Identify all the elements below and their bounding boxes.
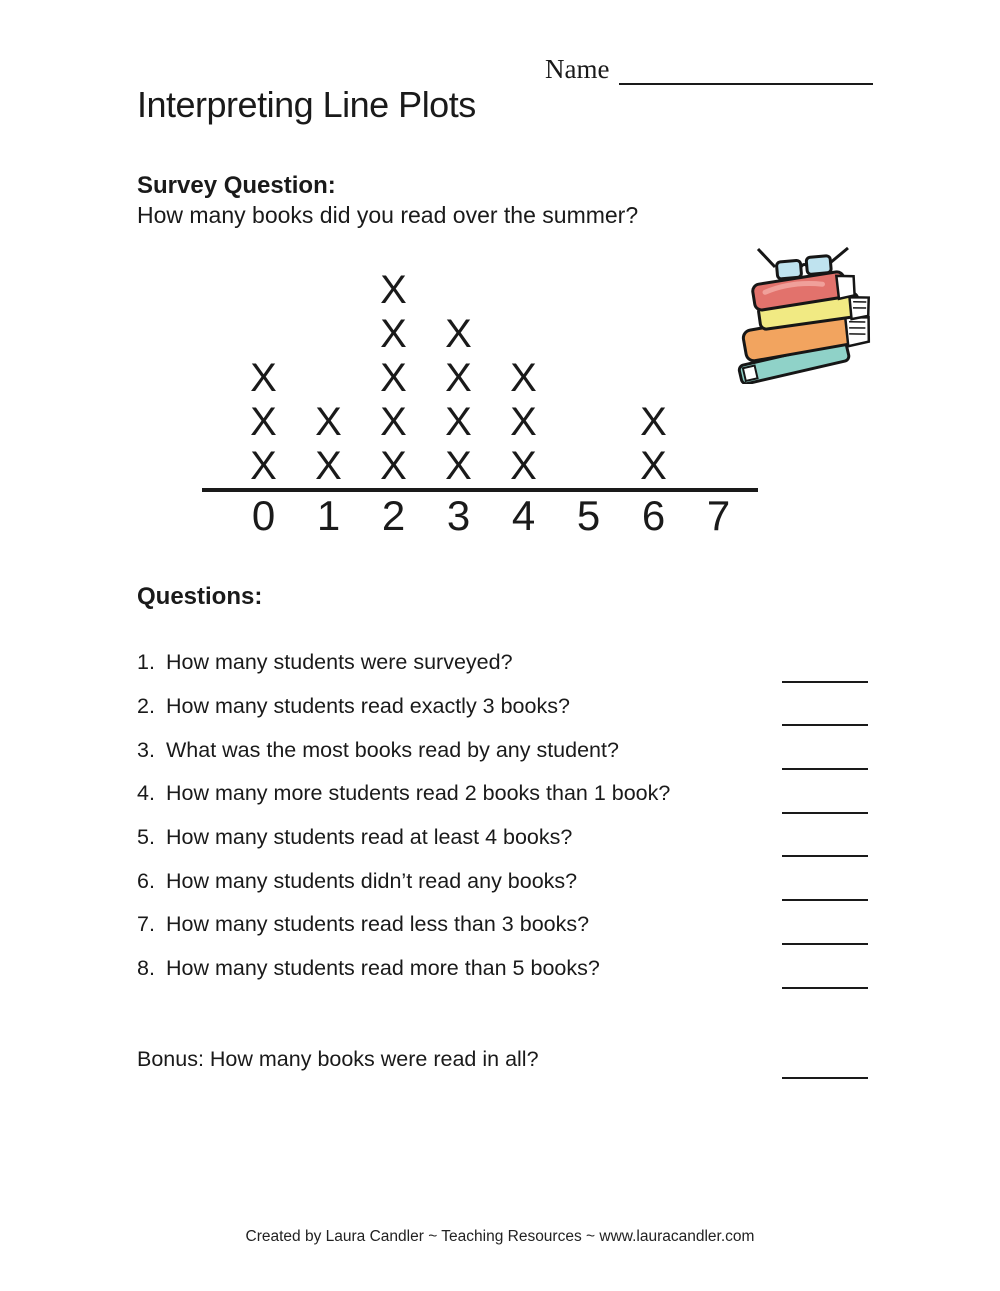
x-mark: X (445, 444, 472, 488)
question-number: 4. (137, 781, 155, 806)
question-label: How many students read at least 4 books? (166, 825, 573, 850)
x-mark: X (640, 444, 667, 488)
question-label: How many students were surveyed? (166, 650, 513, 675)
question-number: 2. (137, 694, 155, 719)
question-text (137, 781, 670, 806)
question-label: What was the most books read by any student? (166, 737, 619, 762)
x-mark: X (250, 400, 277, 444)
x-mark: X (445, 400, 472, 444)
plot-column-1 (296, 266, 361, 488)
plot-column-2 (361, 266, 426, 488)
survey-question-text: How many books did you read over the summer? (137, 202, 639, 228)
x-mark: X (445, 312, 472, 356)
answer-blank-1[interactable] (782, 681, 868, 683)
answer-blank-bonus[interactable] (782, 1077, 868, 1079)
axis-tick-label: 3 (446, 492, 471, 539)
bonus-question-text: Bonus: How many books were read in all? (137, 1046, 539, 1071)
x-mark: X (445, 356, 472, 400)
question-text (137, 956, 600, 981)
axis-tick-label: 2 (381, 492, 406, 539)
question-number: 1. (137, 650, 155, 675)
line-plot-columns (231, 266, 758, 488)
question-label: How many students didn’t read any books? (166, 868, 578, 893)
question-text (137, 825, 572, 850)
question-row-2 (137, 685, 868, 729)
question-text (137, 912, 589, 937)
answer-blank-7[interactable] (782, 943, 868, 945)
question-label: How many students read exactly 3 books? (166, 694, 570, 719)
name-row (545, 54, 873, 85)
x-mark: X (315, 444, 342, 488)
bonus-question-row (137, 1037, 868, 1081)
x-mark: X (510, 400, 537, 444)
answer-blank-8[interactable] (782, 987, 868, 989)
question-row-7 (137, 903, 868, 947)
name-input-line[interactable] (619, 55, 873, 85)
page-title: Interpreting Line Plots (137, 84, 476, 125)
question-number: 8. (137, 956, 155, 981)
x-mark: X (315, 400, 342, 444)
axis-tick-label: 5 (576, 492, 601, 539)
question-row-6 (137, 859, 868, 903)
x-mark: X (380, 268, 407, 312)
plot-column-3 (426, 266, 491, 488)
axis-tick-label: 7 (706, 492, 731, 539)
questions-list (137, 641, 868, 991)
answer-blank-2[interactable] (782, 724, 868, 726)
plot-column-5 (556, 266, 621, 488)
question-row-4 (137, 772, 868, 816)
question-row-3 (137, 728, 868, 772)
line-plot-axis-labels (231, 492, 758, 540)
survey-question-heading: Survey Question: (137, 172, 336, 199)
question-row-1 (137, 641, 868, 685)
answer-blank-3[interactable] (782, 768, 868, 770)
footer-credit: Created by Laura Candler ~ Teaching Resources ~ www.lauracandler.com (245, 1228, 755, 1245)
question-text (137, 869, 577, 894)
plot-column-4 (491, 266, 556, 488)
name-label: Name (545, 54, 610, 84)
answer-blank-6[interactable] (782, 899, 868, 901)
question-row-8 (137, 947, 868, 991)
question-text (137, 650, 513, 675)
books-clipart-icon (735, 242, 887, 384)
question-label: How many students read less than 3 books? (166, 912, 590, 937)
questions-heading: Questions: (137, 583, 263, 610)
plot-column-0 (231, 266, 296, 488)
x-mark: X (380, 356, 407, 400)
answer-blank-4[interactable] (782, 812, 868, 814)
plot-column-6 (621, 266, 686, 488)
axis-tick-label: 4 (511, 492, 536, 539)
question-number: 7. (137, 912, 155, 937)
x-mark: X (380, 400, 407, 444)
axis-tick-label: 1 (316, 492, 341, 539)
axis-tick-label: 0 (251, 492, 276, 539)
question-text (137, 738, 619, 763)
x-mark: X (510, 356, 537, 400)
x-mark: X (380, 444, 407, 488)
axis-tick-label: 6 (641, 492, 666, 539)
x-mark: X (250, 444, 277, 488)
question-text (137, 694, 570, 719)
x-mark: X (640, 400, 667, 444)
question-number: 5. (137, 825, 155, 850)
x-mark: X (250, 356, 277, 400)
answer-blank-5[interactable] (782, 855, 868, 857)
question-row-5 (137, 816, 868, 860)
line-plot (202, 266, 758, 540)
question-number: 3. (137, 737, 155, 762)
x-mark: X (510, 444, 537, 488)
question-number: 6. (137, 868, 155, 893)
question-label: How many more students read 2 books than 1 book? (166, 781, 671, 806)
question-label: How many students read more than 5 books? (166, 956, 600, 981)
x-mark: X (380, 312, 407, 356)
